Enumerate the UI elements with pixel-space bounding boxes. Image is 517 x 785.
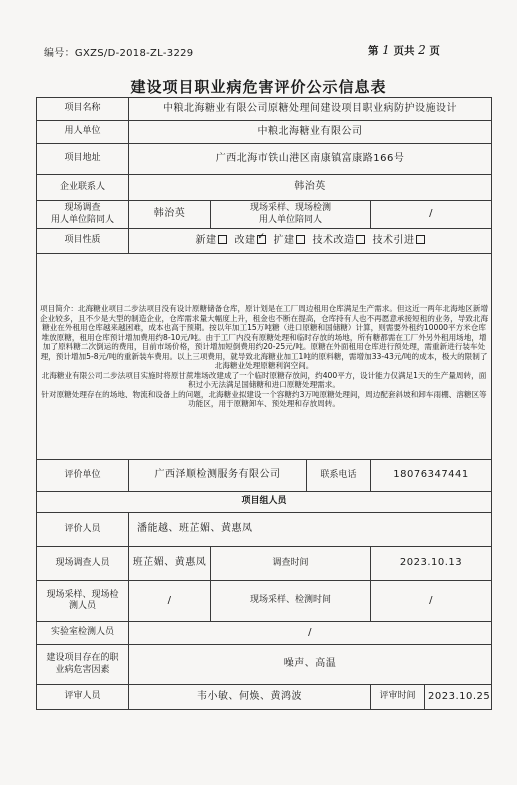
lab-staff-value: / bbox=[129, 622, 492, 645]
nature-option bbox=[313, 235, 365, 248]
lab-staff-label: 实验室检测人员 bbox=[37, 622, 129, 645]
sampling-companion-label: 现场采样、现场检测 用人单位陪同人 bbox=[211, 201, 371, 229]
address-label: 项目地址 bbox=[37, 144, 129, 175]
row-employer bbox=[37, 121, 492, 144]
row-evaluator bbox=[37, 460, 492, 492]
nature-option bbox=[274, 235, 305, 248]
nature-option-label: 改建 bbox=[234, 234, 256, 246]
contact-value: 韩治英 bbox=[129, 175, 492, 201]
checked-box-icon[interactable] bbox=[257, 235, 266, 244]
row-project-name bbox=[37, 98, 492, 121]
nature-option bbox=[373, 235, 425, 248]
evaluator-label: 评价单位 bbox=[37, 460, 129, 492]
survey-companion-value: 韩治英 bbox=[129, 201, 211, 229]
nature-option-label: 新建 bbox=[195, 234, 217, 246]
info-table bbox=[36, 97, 492, 710]
employer-value: 中粮北海糖业有限公司 bbox=[129, 121, 492, 144]
reviewers-label: 评审人员 bbox=[37, 685, 129, 710]
checkbox-icon[interactable] bbox=[296, 235, 305, 244]
nature-option-label: 扩建 bbox=[273, 234, 295, 246]
row-intro bbox=[37, 254, 492, 460]
row-companions bbox=[37, 201, 492, 229]
intro-paragraph-1: 项目简介：北海糖业项目二步法项目没有设计原糖储备仓库，原计划是在工厂周边租用仓库满足生产需求。但这近一两年北海地区新增企业较多，且不少是大型的制造企业，仓库需求量大幅度上升，租金也不断在提高，仓库持有人也不再愿意承接短租的业务，导致北海糖业在外租用仓库越来越困难，成本也高于预期。按以年加工15万吨糖（进口原糖和国储糖）计算，则需要外租约10000平方米仓库堆放原糖，租用仓库预计增加费用约8-10元/吨。由于工厂内没有原糖处理和临时存放的场地，所有糖都需在工厂外另外租用场地，增加了原料糖二次倒运的费用，目前市场价格，预计增加短倒费用约20-25元/吨。原糖在外面租用仓库进行预处理，需重新进行装车处理，预计增加5-8元/吨的重新装车费用。以上三项费用，就导致北海糖业加工1吨的原料糖，需增加33-43元/吨的成本，极大的限制了北海糖业处理原糖利润空间。 bbox=[40, 304, 489, 371]
review-time-value: 2023.10.25 bbox=[425, 685, 492, 710]
team-section-heading: 项目组人员 bbox=[37, 492, 492, 513]
phone-value: 18076347441 bbox=[371, 460, 492, 492]
sampling-staff-label: 现场采样、现场检 测人员 bbox=[37, 581, 129, 622]
employer-label: 用人单位 bbox=[37, 121, 129, 144]
reviewers-value: 韦小敏、何焕、黄鸿波 bbox=[129, 685, 371, 710]
row-lab-staff bbox=[37, 622, 492, 645]
evaluators-value: 潘能越、班芷媚、黄惠凤 bbox=[129, 513, 492, 547]
hazards-value: 噪声、高温 bbox=[129, 645, 492, 685]
row-address bbox=[37, 144, 492, 175]
nature-options bbox=[129, 229, 492, 254]
row-sampling bbox=[37, 581, 492, 622]
document-number: 编号：GXZS/D-2018-ZL-3229 bbox=[44, 48, 194, 59]
nature-label: 项目性质 bbox=[37, 229, 129, 254]
project-intro bbox=[37, 254, 492, 460]
nature-option-label: 技术改造 bbox=[312, 234, 355, 246]
review-time-label: 评审时间 bbox=[371, 685, 425, 710]
survey-time-value: 2023.10.13 bbox=[371, 547, 492, 581]
survey-staff-label: 现场调查人员 bbox=[37, 547, 129, 581]
row-contact bbox=[37, 175, 492, 201]
row-hazards bbox=[37, 645, 492, 685]
page-title: 建设项目职业病危害评价公示信息表 bbox=[130, 78, 387, 96]
evaluators-label: 评价人员 bbox=[37, 513, 129, 547]
row-nature bbox=[37, 229, 492, 254]
nature-option bbox=[235, 235, 266, 248]
page-suffix: 页 bbox=[429, 45, 440, 57]
checkbox-icon[interactable] bbox=[356, 235, 365, 244]
hazards-label: 建设项目存在的职 业病危害因素 bbox=[37, 645, 129, 685]
survey-time-label: 调查时间 bbox=[211, 547, 371, 581]
page-prefix: 第 bbox=[368, 45, 379, 57]
row-evaluators bbox=[37, 513, 492, 547]
survey-companion-label: 现场调查 用人单位陪同人 bbox=[37, 201, 129, 229]
page-total: 2 bbox=[418, 43, 426, 57]
intro-paragraph-2: 北海糖业有限公司二步法项目实施时将原甘蔗堆场改建成了一个临时原糖存放间，约400平方，设计能力仅满足1天的生产量周转，面积过小无法满足国储糖和进口原糖处理需求。 bbox=[41, 370, 487, 390]
nature-option-label: 技术引进 bbox=[372, 234, 415, 246]
survey-staff-value: 班芷媚、黄惠凤 bbox=[129, 547, 211, 581]
project-name-label: 项目名称 bbox=[37, 98, 129, 121]
evaluator-value: 广西泽顺检测服务有限公司 bbox=[129, 460, 307, 492]
address-value: 广西北海市铁山港区南康镇富康路166号 bbox=[129, 144, 492, 175]
row-reviewers bbox=[37, 685, 492, 710]
contact-label: 企业联系人 bbox=[37, 175, 129, 201]
sampling-time-label: 现场采样、检测时间 bbox=[211, 581, 371, 622]
checkbox-icon[interactable] bbox=[218, 235, 227, 244]
page-current: 1 bbox=[382, 43, 390, 57]
sampling-time-value: / bbox=[371, 581, 492, 622]
row-team-section bbox=[37, 492, 492, 513]
nature-option bbox=[196, 235, 227, 248]
checkbox-icon[interactable] bbox=[416, 235, 425, 244]
phone-label: 联系电话 bbox=[307, 460, 371, 492]
sampling-companion-value: / bbox=[371, 201, 492, 229]
page-indicator bbox=[368, 43, 440, 58]
page-mid: 页共 bbox=[393, 45, 415, 57]
project-name-value: 中粮北海糖业有限公司原糖处理间建设项目职业病防护设施设计 bbox=[129, 98, 492, 121]
sampling-staff-value: / bbox=[129, 581, 211, 622]
intro-paragraph-3: 针对原糖处理存在的场地、物流和设备上的问题，北海糖业拟建设一个容糖约3万吨原糖处理间，周边配套斜坡和卸车雨棚、溶糖区等功能区，用于原糖卸车、预处理和存放周转。 bbox=[41, 389, 487, 409]
row-survey bbox=[37, 547, 492, 581]
